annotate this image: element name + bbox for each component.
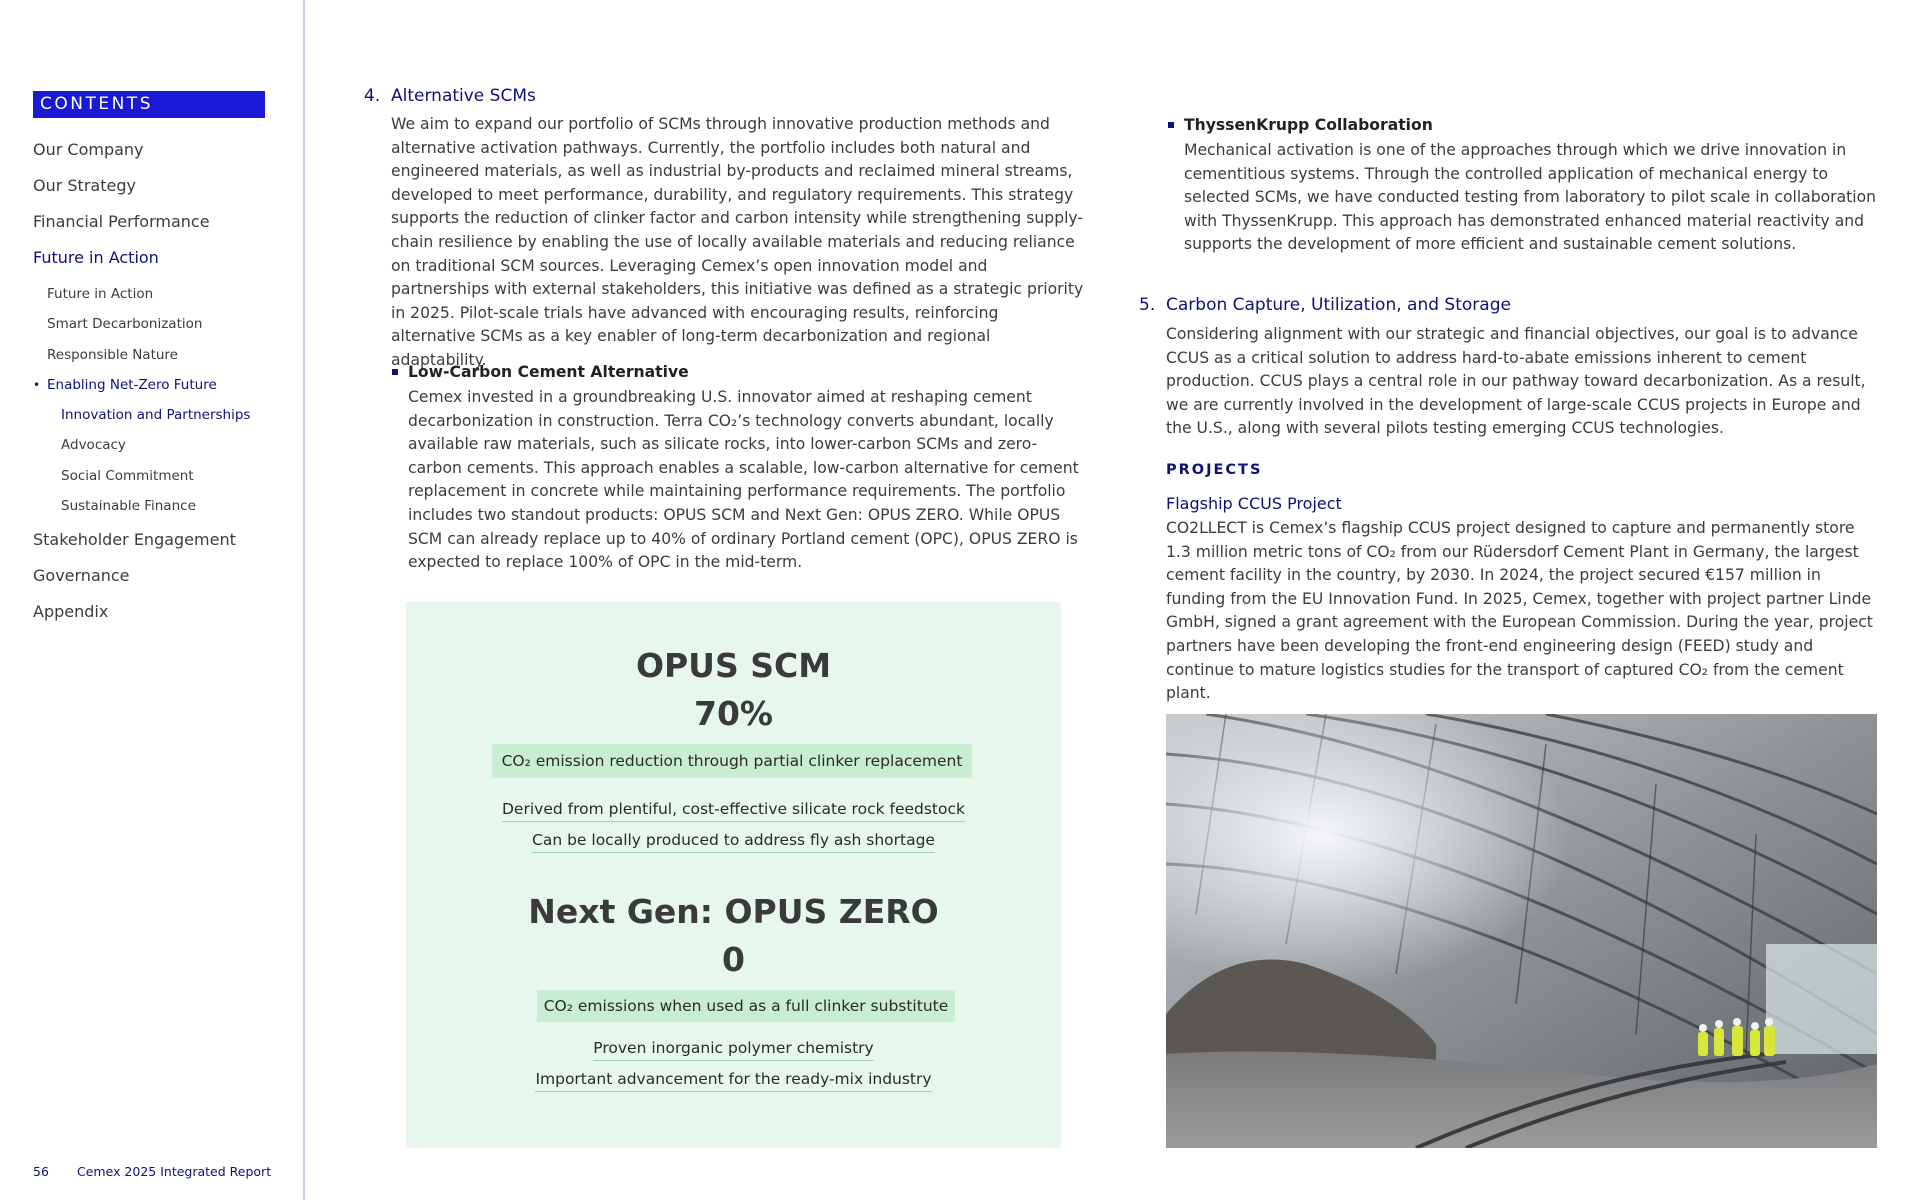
page-number: 56 xyxy=(33,1164,49,1179)
toc-enabling-net-zero-future[interactable]: • Enabling Net-Zero Future xyxy=(33,373,293,403)
table-of-contents xyxy=(33,138,293,636)
section-4-body: We aim to expand our portfolio of SCMs through innovative production methods and alternative activation pathways. Currently, the portfolio includes both natural and engineered materials, as well as industrial by-products and reclaimed mineral streams, developed to meet performance, durability, and regulatory requirements. This strategy supports the reduction of clinker factor and carbon intensity while strengthening supply-chain resilience by enabling the use of locally available materials and reducing reliance on traditional SCM sources. Leveraging Cemex’s open innovation model and partnerships with external stakeholders, this initiative was defined as a strategic priority in 2025. Pilot-scale trials have advanced with encouraging results, reinforcing alternative SCMs as a key enabler of long-term decarbonization and regional adaptability. xyxy=(391,115,1084,369)
contents-header: CONTENTS xyxy=(33,91,265,118)
opus-zero-point-1: Proven inorganic polymer chemistry xyxy=(593,1039,873,1061)
bullet-thyssenkrupp-body: Mechanical activation is one of the approaches through which we drive innovation in cementitious systems. Through the controlled application of mechanical energy to selected SCMs, we have conducted testing from laboratory to pilot scale in collaboration with ThyssenKrupp. This approach has demonstrated enhanced material reactivity and supports the development of more efficient and sustainable cement solutions. xyxy=(1184,141,1877,254)
opus-scm-point-2: Can be locally produced to address fly ash shortage xyxy=(532,831,935,853)
toc-our-company[interactable]: Our Company xyxy=(33,140,144,159)
toc-responsible-nature[interactable]: Responsible Nature xyxy=(47,346,178,363)
sidebar xyxy=(0,0,305,1200)
section-number: 5. xyxy=(1139,295,1156,315)
storage-dome-photo xyxy=(1166,714,1877,1148)
toc-innovation-and-partnerships[interactable]: Innovation and Partnerships xyxy=(61,407,251,424)
toc-smart-decarbonization[interactable]: Smart Decarbonization xyxy=(47,316,203,333)
bullet-thyssenkrupp-title: ThyssenKrupp Collaboration xyxy=(1184,116,1433,134)
toc-future-in-action[interactable]: Future in Action xyxy=(33,248,159,267)
opus-zero-title: Next Gen: OPUS ZERO xyxy=(528,892,939,931)
opus-scm-band: CO₂ emission reduction through partial clinker replacement xyxy=(492,744,972,778)
bullet-low-carbon-title: Low-Carbon Cement Alternative xyxy=(408,363,689,381)
toc-future-in-action-sub[interactable]: Future in Action xyxy=(47,286,154,302)
toc-advocacy[interactable]: Advocacy xyxy=(61,437,126,454)
opus-scm-value: 70% xyxy=(694,694,773,733)
opus-products-box xyxy=(406,602,1061,1148)
opus-zero-band: CO₂ emissions when used as a full clinker substitute xyxy=(537,990,955,1022)
section-5-body: Considering alignment with our strategic and financial objectives, our goal is to advance CCUS as a critical solution to address hard-to-abate emissions inherent to cement production. CCUS plays a central role in our pathway toward decarbonization. As a result, we are currently involved in the development of large-scale CCUS projects in Europe and the U.S., along with several pilots testing emerging CCUS technologies. xyxy=(1166,325,1866,438)
toc-financial-performance[interactable]: Financial Performance xyxy=(33,212,210,231)
toc-governance[interactable]: Governance xyxy=(33,566,130,586)
toc-sustainable-finance[interactable]: Sustainable Finance xyxy=(61,498,196,515)
section-5-heading xyxy=(1139,295,1511,315)
storage-dome-illustration xyxy=(1166,714,1877,1148)
section-title: Carbon Capture, Utilization, and Storage xyxy=(1166,295,1511,315)
toc-stakeholder-engagement[interactable]: Stakeholder Engagement xyxy=(33,530,236,550)
section-number: 4. xyxy=(364,86,381,106)
section-title: Alternative SCMs xyxy=(391,86,536,106)
toc-social-commitment[interactable]: Social Commitment xyxy=(61,467,194,484)
toc-our-strategy[interactable]: Our Strategy xyxy=(33,176,136,195)
opus-scm-title: OPUS SCM xyxy=(635,646,832,685)
bullet-low-carbon-body: Cemex invested in a groundbreaking U.S. innovator aimed at reshaping cement decarbonization in construction. Terra CO₂’s technology converts abundant, locally available raw materials, such as silicate rocks, into lower-carbon SCMs and zero-carbon cements. This approach enables a scalable, low-carbon alternative for cement replacement in concrete while maintaining performance requirements. The portfolio includes two standout products: OPUS SCM and Next Gen: OPUS ZERO. While OPUS SCM can already replace up to 40% of ordinary Portland cement (OPC), OPUS ZERO is expected to replace 100% of OPC in the mid-term. xyxy=(408,388,1079,572)
report-title: Cemex 2025 Integrated Report xyxy=(77,1164,272,1179)
opus-zero-value: 0 xyxy=(722,940,745,979)
flagship-project-title: Flagship CCUS Project xyxy=(1166,494,1342,513)
opus-scm-point-1: Derived from plentiful, cost-effective silicate rock feedstock xyxy=(502,800,965,822)
page-footer xyxy=(33,1164,271,1179)
flagship-project-body: CO2LLECT is Cemex’s flagship CCUS project designed to capture and permanently store 1.3 million metric tons of CO₂ from our Rüdersdorf Cement Plant in Germany, the largest cement facility in the country, by 2030. In 2024, the project secured €157 million in funding from the EU Innovation Fund. In 2025, Cemex, together with project partner Linde GmbH, signed a grant agreement with the European Commission. During the year, project partners have been developing the front-end engineering design (FEED) study and continue to mature logistics studies for the transport of captured CO₂ from the cement plant. xyxy=(1166,519,1873,703)
opus-zero-point-2: Important advancement for the ready-mix industry xyxy=(535,1070,931,1092)
toc-appendix[interactable]: Appendix xyxy=(33,602,109,622)
projects-label: PROJECTS xyxy=(1166,462,1263,478)
section-4-heading xyxy=(364,86,536,106)
